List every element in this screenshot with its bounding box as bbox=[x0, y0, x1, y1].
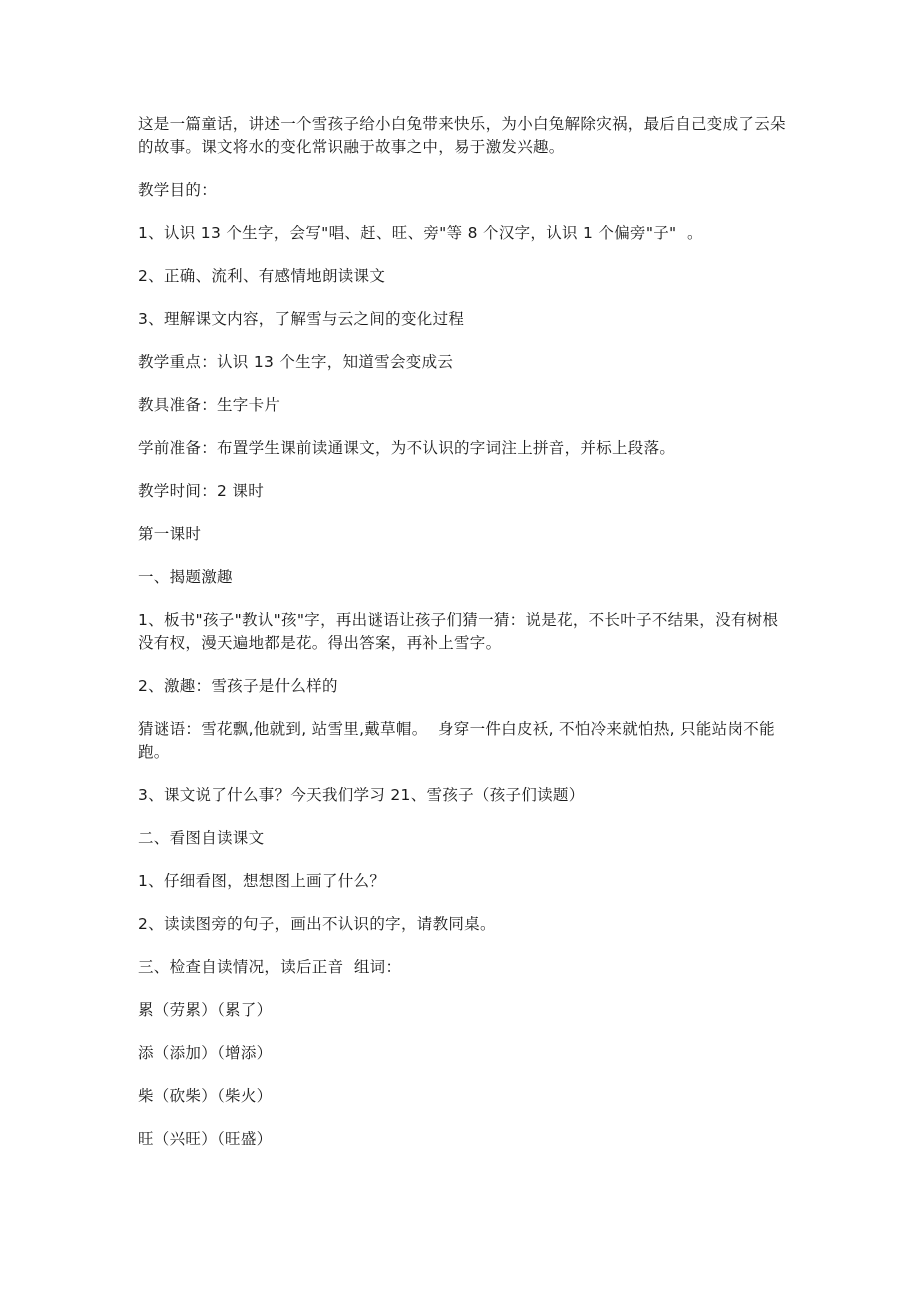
teaching-goals-heading: 教学目的： bbox=[138, 181, 218, 199]
document-body bbox=[138, 113, 788, 1171]
riddle-paragraph: 猜谜语：雪花飘,他就到, 站雪里,戴草帽。 身穿一件白皮袄, 不怕冷来就怕热, 只能站岗不能跑。 bbox=[138, 720, 775, 761]
word-group-2: 添（添加）（增添） bbox=[138, 1044, 273, 1062]
teaching-time: 教学时间：2 课时 bbox=[138, 482, 264, 500]
section-1-step-3: 3、课文说了什么事？今天我们学习 21、雪孩子（孩子们读题） bbox=[138, 786, 585, 804]
teaching-tools: 教具准备：生字卡片 bbox=[138, 396, 281, 414]
pre-class-preparation: 学前准备：布置学生课前读通课文，为不认识的字词注上拼音，并标上段落。 bbox=[138, 439, 676, 457]
word-group-4: 旺（兴旺）（旺盛） bbox=[138, 1130, 273, 1148]
teaching-focus: 教学重点：认识 13 个生字，知道雪会变成云 bbox=[138, 353, 454, 371]
word-group-1: 累（劳累）（累了） bbox=[138, 1001, 273, 1019]
intro-paragraph: 这是一篇童话，讲述一个雪孩子给小白兔带来快乐，为小白兔解除灾祸，最后自己变成了云朵的故事。课文将水的变化常识融于故事之中，易于激发兴趣。 bbox=[138, 115, 786, 156]
goal-item-2: 2、正确、流利、有感情地朗读课文 bbox=[138, 267, 386, 285]
section-2-step-1: 1、仔细看图，想想图上画了什么？ bbox=[138, 872, 386, 890]
section-2-heading: 二、看图自读课文 bbox=[138, 829, 265, 847]
goal-item-3: 3、理解课文内容，了解雪与云之间的变化过程 bbox=[138, 310, 465, 328]
section-1-heading: 一、揭题激趣 bbox=[138, 568, 233, 586]
section-1-step-1: 1、板书"孩子"教认"孩"字，再出谜语让孩子们猜一猜：说是花，不长叶子不结果，没有树根没有杈，漫天遍地都是花。得出答案，再补上雪字。 bbox=[138, 611, 779, 652]
section-1-step-2: 2、激趣：雪孩子是什么样的 bbox=[138, 677, 338, 695]
first-lesson-heading: 第一课时 bbox=[138, 525, 202, 543]
goal-item-1: 1、认识 13 个生字，会写"唱、赶、旺、旁"等 8 个汉字，认识 1 个偏旁"子" 。 bbox=[138, 224, 703, 242]
section-3-heading: 三、检查自读情况，读后正音 组词： bbox=[138, 958, 402, 976]
section-2-step-2: 2、读读图旁的句子，画出不认识的字，请教同桌。 bbox=[138, 915, 496, 933]
word-group-3: 柴（砍柴）（柴火） bbox=[138, 1087, 273, 1105]
